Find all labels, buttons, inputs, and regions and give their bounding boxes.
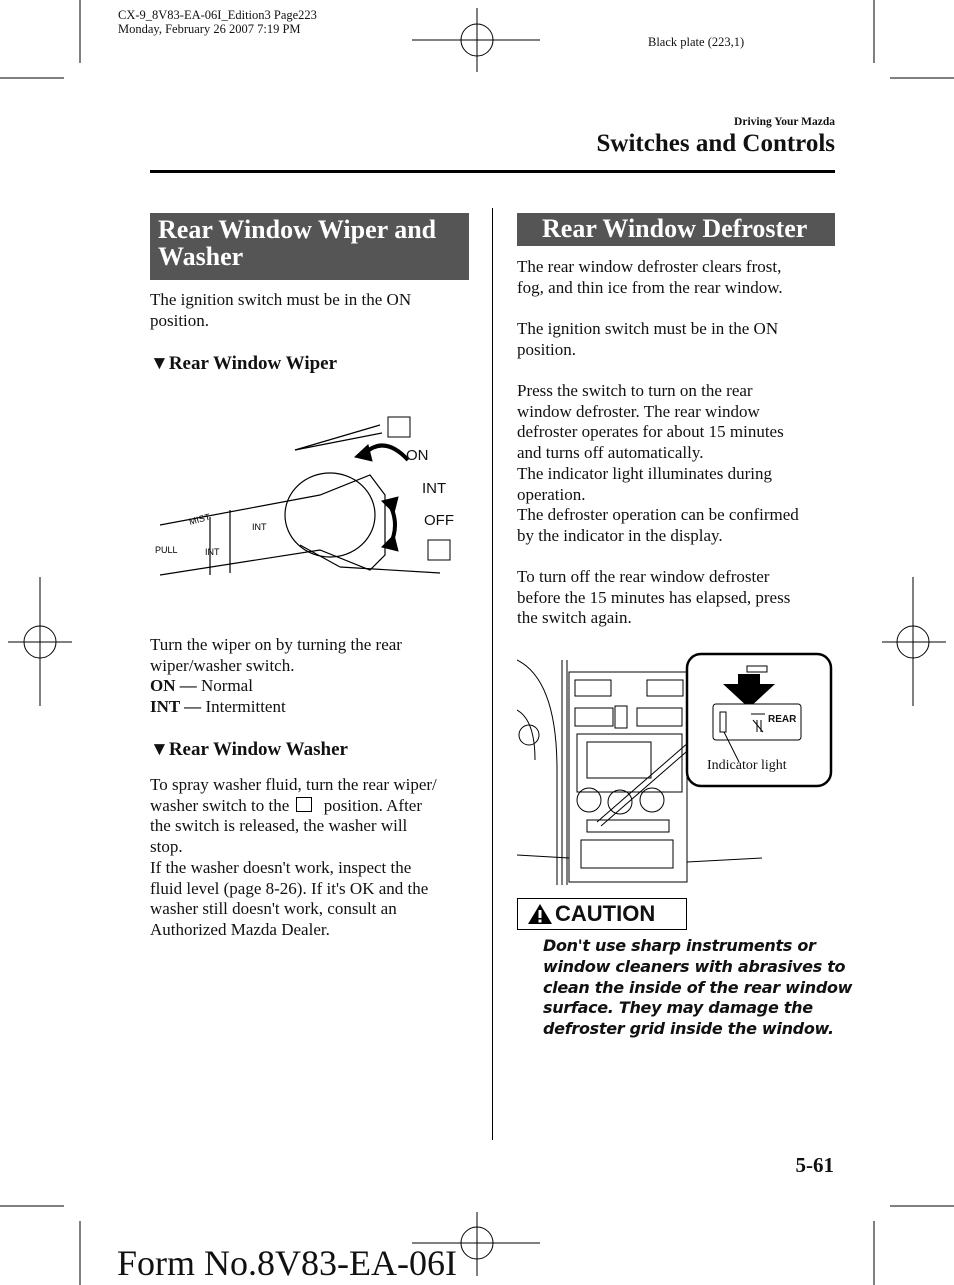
header-rule — [150, 170, 835, 173]
page-title: Switches and Controls — [596, 130, 835, 157]
washer-text-line: To spray washer fluid, turn the rear wiper/ — [150, 775, 437, 794]
intro-line: The ignition switch must be in the ON — [150, 290, 412, 309]
defroster-para1: The rear window defroster clears frost, fog, and thin ice from the rear window. — [517, 257, 783, 297]
warning-triangle-icon — [527, 903, 553, 925]
wiper-washer-heading — [150, 213, 469, 280]
washer-text-line: fluid level (page 8-26). If it's OK and the — [150, 878, 429, 898]
wiper-switch-figure — [150, 405, 470, 605]
print-meta-line2: Monday, February 26 2007 7:19 PM — [118, 22, 301, 36]
figure-label-int: INT — [422, 480, 447, 497]
heading-line1: Rear Window Wiper and — [158, 215, 437, 244]
wiper-text-line: wiper/washer switch. — [150, 655, 295, 675]
int-value: Intermittent — [205, 697, 286, 717]
defroster-para3: Press the switch to turn on the rear window defroster. The rear window defroster operates for about 15 minutes and turns off automatically. The indicator light illuminates during operation. The defroster operation can be confirmed by the indicator in the display. — [517, 381, 799, 545]
wiper-text-line: Turn the wiper on by turning the rear — [150, 635, 402, 654]
int-row — [150, 697, 402, 718]
wiper-subhead — [150, 353, 337, 375]
on-label: ON — — [150, 676, 197, 696]
washer-text-line: If the washer doesn't work, inspect the — [150, 857, 412, 877]
washer-icon — [296, 797, 312, 812]
heading-line2: Washer — [158, 242, 244, 271]
washer-subhead — [150, 739, 348, 761]
wiper-text — [150, 635, 402, 718]
page-number: 5-61 — [795, 1153, 834, 1177]
washer-subhead-text: Rear Window Washer — [168, 739, 348, 760]
washer-text-line: stop. — [150, 837, 183, 857]
washer-text — [150, 775, 437, 941]
int-label: INT — — [150, 697, 202, 717]
figure-label-on: ON — [406, 447, 429, 464]
defroster-para4: To turn off the rear window defroster before the 15 minutes has elapsed, press the switch again. — [517, 567, 791, 628]
rear-label: REAR — [768, 714, 797, 725]
washer-text-line: the switch is released, the washer will — [150, 816, 408, 836]
svg-text:INT: INT — [252, 522, 267, 532]
triangle-icon: ▼ — [150, 739, 169, 760]
column-divider — [492, 208, 493, 1140]
washer-text-line: Authorized Mazda Dealer. — [150, 919, 330, 939]
wiper-subhead-text: Rear Window Wiper — [168, 353, 338, 374]
section-name: Driving Your Mazda — [734, 116, 835, 128]
form-number: Form No.8V83-EA-06I — [117, 1243, 457, 1283]
svg-text:PULL: PULL — [155, 545, 178, 555]
intro-text — [150, 290, 411, 331]
defroster-heading: Rear Window Defroster — [517, 213, 835, 246]
plate-label: Black plate (223,1) — [648, 35, 745, 49]
svg-text:MIST: MIST — [187, 511, 212, 527]
on-value: Normal — [201, 676, 253, 696]
caution-box — [517, 898, 687, 930]
defroster-dashboard-figure — [517, 650, 835, 890]
svg-text:INT: INT — [205, 547, 220, 557]
print-meta — [118, 8, 317, 36]
figure-label-off: OFF — [424, 512, 454, 529]
on-row — [150, 676, 402, 697]
triangle-icon: ▼ — [150, 353, 169, 374]
caution-text: Don't use sharp instruments or window cleaners with abrasives to clean the inside of the rear window surface. They may damage the defroster grid inside the window. — [543, 936, 853, 1039]
indicator-light-label: Indicator light — [707, 758, 787, 773]
washer-text-line: washer switch to the position. After — [150, 795, 422, 815]
intro-line: position. — [150, 310, 210, 330]
print-meta-line1: CX-9_8V83-EA-06I_Edition3 Page223 — [118, 8, 317, 22]
defroster-para2: The ignition switch must be in the ON position. — [517, 319, 779, 359]
caution-label: CAUTION — [555, 901, 656, 926]
washer-text-line: washer still doesn't work, consult an — [150, 899, 397, 919]
